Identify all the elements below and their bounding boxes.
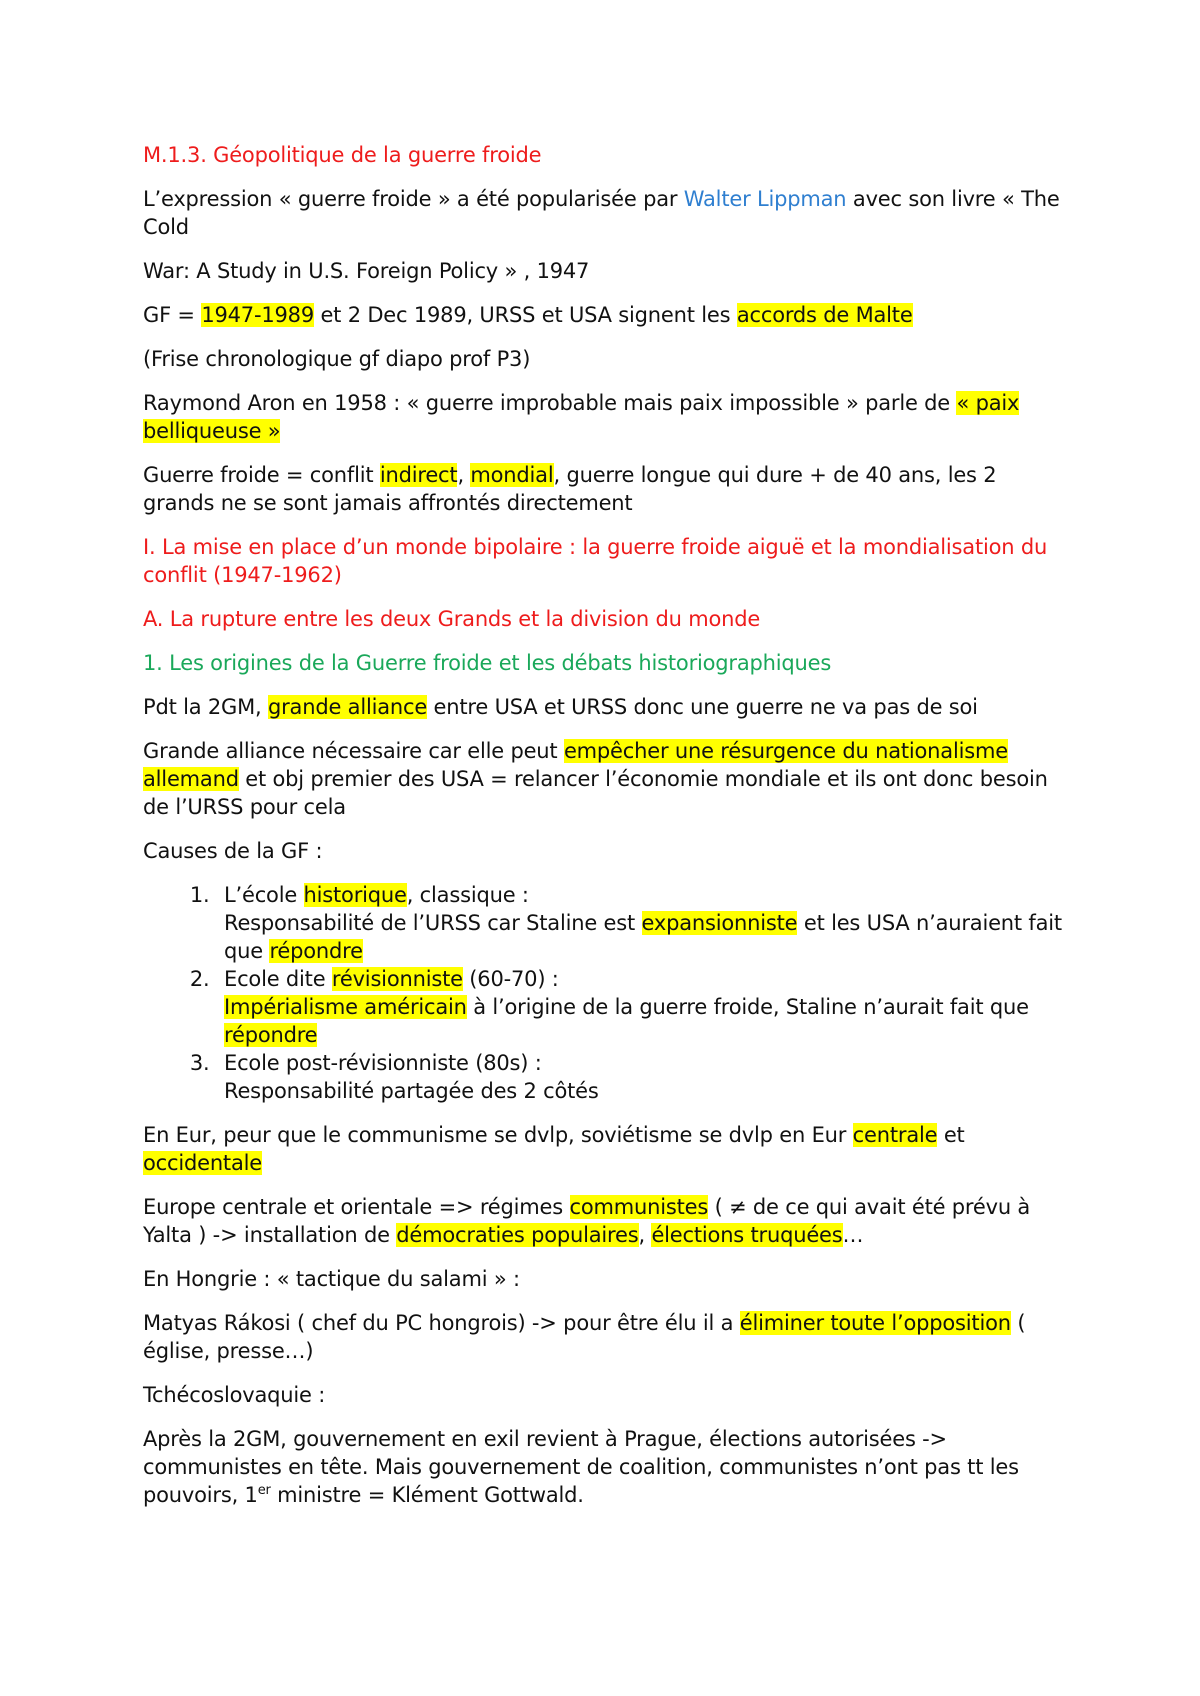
- paragraph-definition: Guerre froide = conflit indirect, mondial, guerre longue qui dure + de 40 ans, les 2 grands ne se sont jamais affrontés directement: [143, 463, 997, 515]
- highlight: démocraties populaires: [396, 1223, 639, 1247]
- document-title: M.1.3. Géopolitique de la guerre froide: [143, 143, 542, 167]
- highlight: 1947-1989: [201, 303, 314, 327]
- paragraph-tchecoslovaquie: Tchécoslovaquie :: [143, 1383, 326, 1407]
- list-item: 1. L’école historique, classique : Responsabilité de l’URSS car Staline est expansionniste et les USA n’auraient fait que répondre: [216, 881, 1073, 965]
- highlight: révisionniste: [331, 967, 463, 991]
- paragraph-book-title: War: A Study in U.S. Foreign Policy » , 1947: [143, 259, 590, 283]
- paragraph-dates: GF = 1947-1989 et 2 Dec 1989, URSS et USA signent les accords de Malte: [143, 303, 913, 327]
- paragraph-hongrie: En Hongrie : « tactique du salami » :: [143, 1267, 520, 1291]
- paragraph-europe-peur: En Eur, peur que le communisme se dvlp, soviétisme se dvlp en Eur centrale et occidentale: [143, 1123, 965, 1175]
- list-item: 3. Ecole post-révisionniste (80s) : Responsabilité partagée des 2 côtés: [216, 1049, 1073, 1105]
- paragraph-europe-regimes: Europe centrale et orientale => régimes communistes ( ≠ de ce qui avait été prévu à Yalta ) -> installation de démocraties populaires, élections truquées…: [143, 1195, 1031, 1247]
- list-item: 2. Ecole dite révisionniste (60-70) : Impérialisme américain à l’origine de la guerre froide, Staline n’aurait fait que répondre: [216, 965, 1073, 1049]
- highlight: mondial: [470, 463, 554, 487]
- highlight: historique: [303, 883, 407, 907]
- highlight: centrale: [852, 1123, 938, 1147]
- highlight: expansionniste: [641, 911, 798, 935]
- heading-section-a: A. La rupture entre les deux Grands et la division du monde: [143, 607, 761, 631]
- highlight: Impérialisme américain: [224, 995, 467, 1019]
- highlight: empêcher une résurgence du nationalisme allemand: [143, 739, 1008, 791]
- paragraph-expression: L’expression « guerre froide » a été popularisée par Walter Lippman avec son livre « The Cold: [143, 187, 1060, 239]
- paragraph-rakosi: Matyas Rákosi ( chef du PC hongrois) -> pour être élu il a éliminer toute l’opposition ( église, presse…): [143, 1311, 1026, 1363]
- author-name: Walter Lippman: [683, 187, 847, 211]
- paragraph-aron: Raymond Aron en 1958 : « guerre improbable mais paix impossible » parle de « paix belliqueuse »: [143, 391, 1020, 443]
- paragraph-frise: (Frise chronologique gf diapo prof P3): [143, 347, 531, 371]
- highlight: répondre: [224, 1023, 318, 1047]
- highlight: indirect: [379, 463, 458, 487]
- paragraph-prague: Après la 2GM, gouvernement en exil revient à Prague, élections autorisées -> communistes en tête. Mais gouvernement de coalition, communistes n’ont pas tt les pouvoirs, 1er ministre = Klément Gottwald.: [143, 1427, 1019, 1507]
- highlight: accords de Malte: [736, 303, 913, 327]
- highlight: grande alliance: [267, 695, 428, 719]
- paragraph-alliance-necessaire: Grande alliance nécessaire car elle peut empêcher une résurgence du nationalisme allemand et obj premier des USA = relancer l’économie mondiale et ils ont donc besoin de l’URSS pour cela: [143, 739, 1048, 819]
- highlight: élections truquées: [651, 1223, 843, 1247]
- paragraph-grande-alliance: Pdt la 2GM, grande alliance entre USA et URSS donc une guerre ne va pas de soi: [143, 695, 978, 719]
- document-page: [143, 141, 1073, 1525]
- highlight: occidentale: [143, 1151, 262, 1175]
- highlight: éliminer toute l’opposition: [739, 1311, 1011, 1335]
- causes-list: [143, 881, 1073, 1105]
- highlight: « paix belliqueuse »: [143, 391, 1020, 443]
- highlight: répondre: [269, 939, 363, 963]
- highlight: communistes: [569, 1195, 709, 1219]
- heading-subsection-1: 1. Les origines de la Guerre froide et les débats historiographiques: [143, 651, 832, 675]
- heading-part-1: I. La mise en place d’un monde bipolaire : la guerre froide aiguë et la mondialisation du conflit (1947-1962): [143, 535, 1048, 587]
- paragraph-causes: Causes de la GF :: [143, 839, 323, 863]
